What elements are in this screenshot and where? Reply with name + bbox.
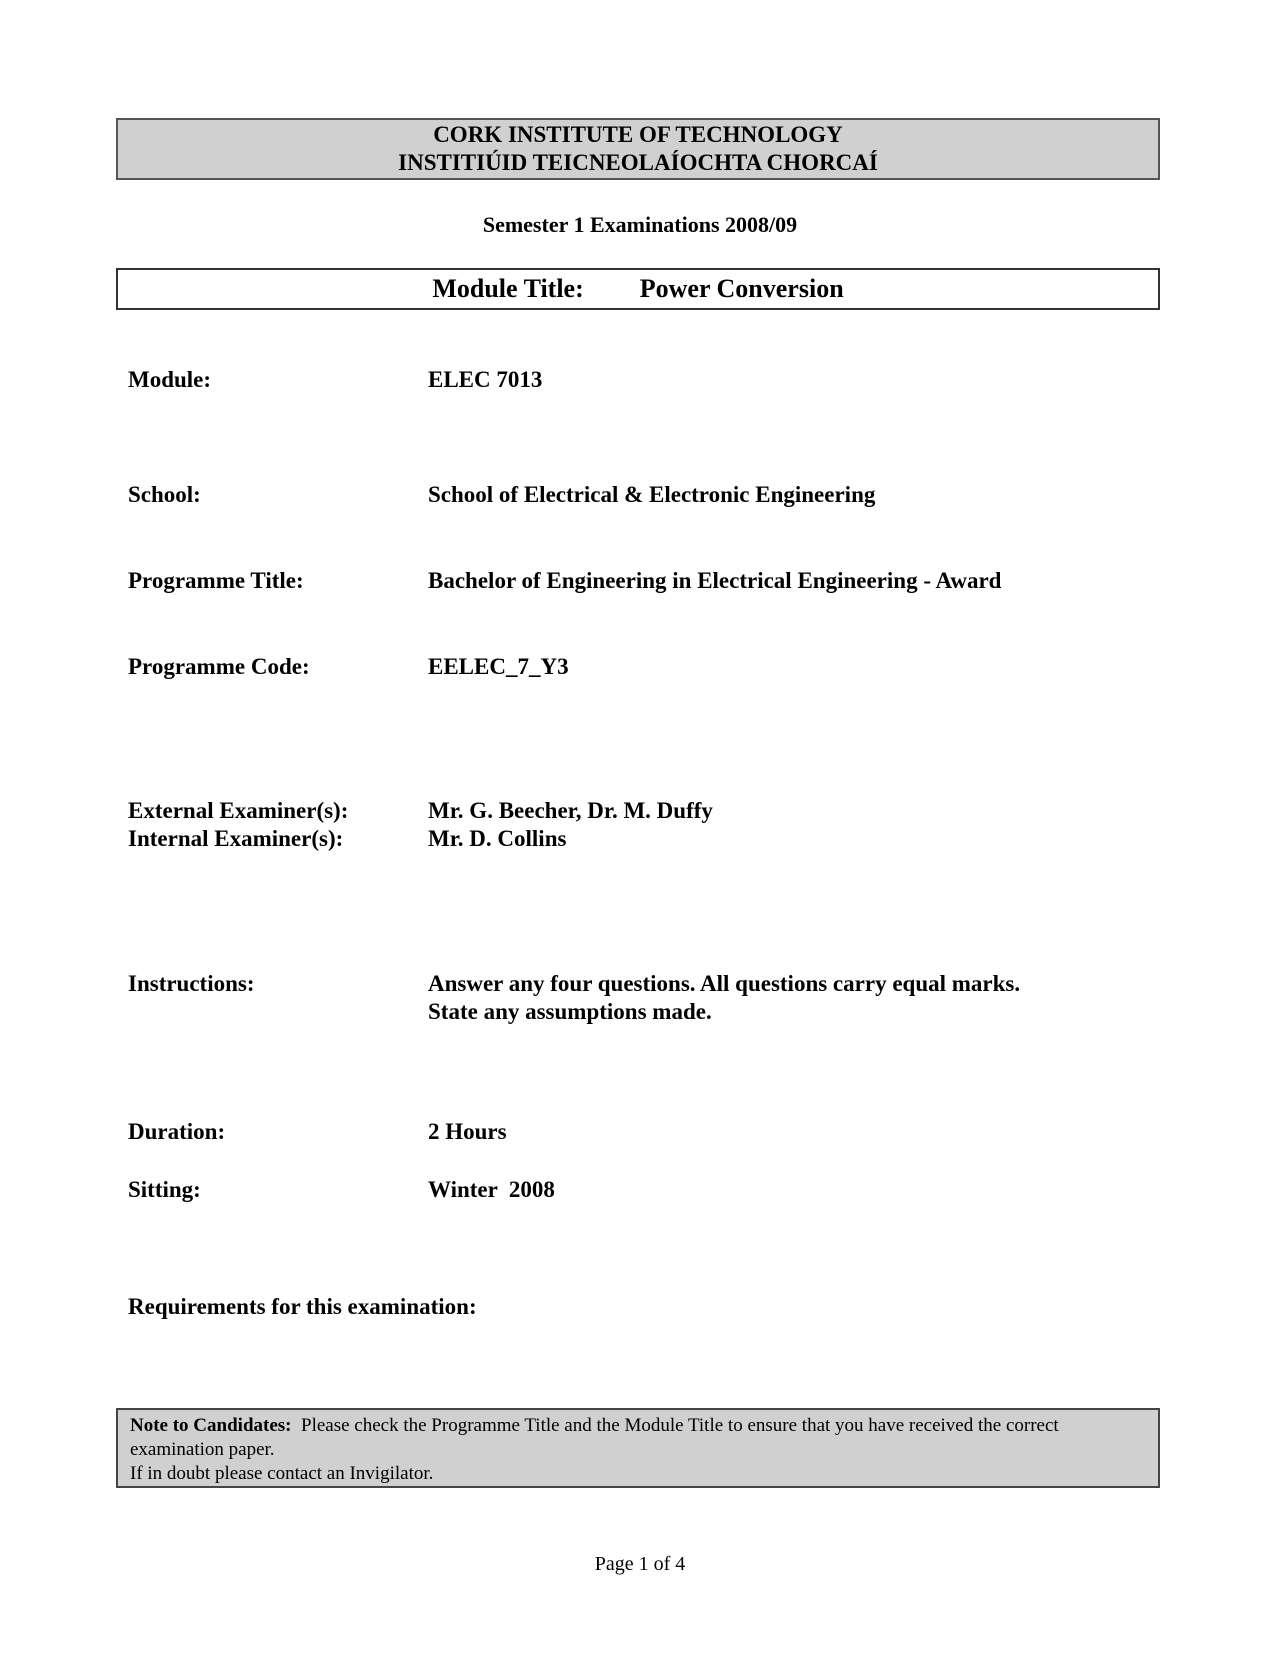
- module-value: ELEC 7013: [428, 367, 543, 392]
- module-title-value: Power Conversion: [639, 274, 844, 303]
- instructions-line-2: State any assumptions made.: [428, 999, 712, 1024]
- note-to-candidates-box: [116, 1408, 1160, 1488]
- note-paragraph: [130, 1414, 1146, 1462]
- internal-examiners-label: Internal Examiner(s):: [128, 826, 344, 851]
- sitting-label: Sitting:: [128, 1177, 201, 1202]
- note-invigilator-line: If in doubt please contact an Invigilator.: [130, 1463, 434, 1484]
- programme-title-label: Programme Title:: [128, 568, 304, 593]
- school-value: School of Electrical & Electronic Engineering: [428, 482, 876, 507]
- external-examiners-value: Mr. G. Beecher, Dr. M. Duffy: [428, 798, 713, 823]
- institution-name-english: CORK INSTITUTE OF TECHNOLOGY: [433, 122, 843, 147]
- institution-name-irish: INSTITIÚID TEICNEOLAÍOCHTA CHORCAÍ: [398, 150, 878, 175]
- sitting-value: Winter 2008: [428, 1177, 555, 1202]
- semester-heading: Semester 1 Examinations 2008/09: [482, 212, 798, 237]
- duration-value: 2 Hours: [428, 1119, 507, 1144]
- duration-label: Duration:: [128, 1119, 226, 1144]
- module-label: Module:: [128, 367, 212, 392]
- module-title-label: Module Title:: [432, 274, 584, 303]
- requirements-heading: Requirements for this examination:: [128, 1294, 477, 1319]
- programme-code-label: Programme Code:: [128, 654, 310, 679]
- external-examiners-label: External Examiner(s):: [128, 798, 349, 823]
- instructions-label: Instructions:: [128, 971, 255, 996]
- programme-title-value: Bachelor of Engineering in Electrical Engineering - Award: [428, 568, 1002, 593]
- instructions-line-1: Answer any four questions. All questions carry equal marks.: [428, 971, 1021, 996]
- programme-code-value: EELEC_7_Y3: [428, 654, 569, 679]
- page-number: Page 1 of 4: [594, 1553, 686, 1575]
- internal-examiners-value: Mr. D. Collins: [428, 826, 567, 851]
- module-title-box: [116, 268, 1160, 310]
- note-text: Please check the Programme Title and the Module Title to ensure that you have received the correct examination paper.: [130, 1415, 1059, 1460]
- note-heading: Note to Candidates:: [130, 1415, 292, 1436]
- institution-header: [116, 118, 1160, 180]
- school-label: School:: [128, 482, 201, 507]
